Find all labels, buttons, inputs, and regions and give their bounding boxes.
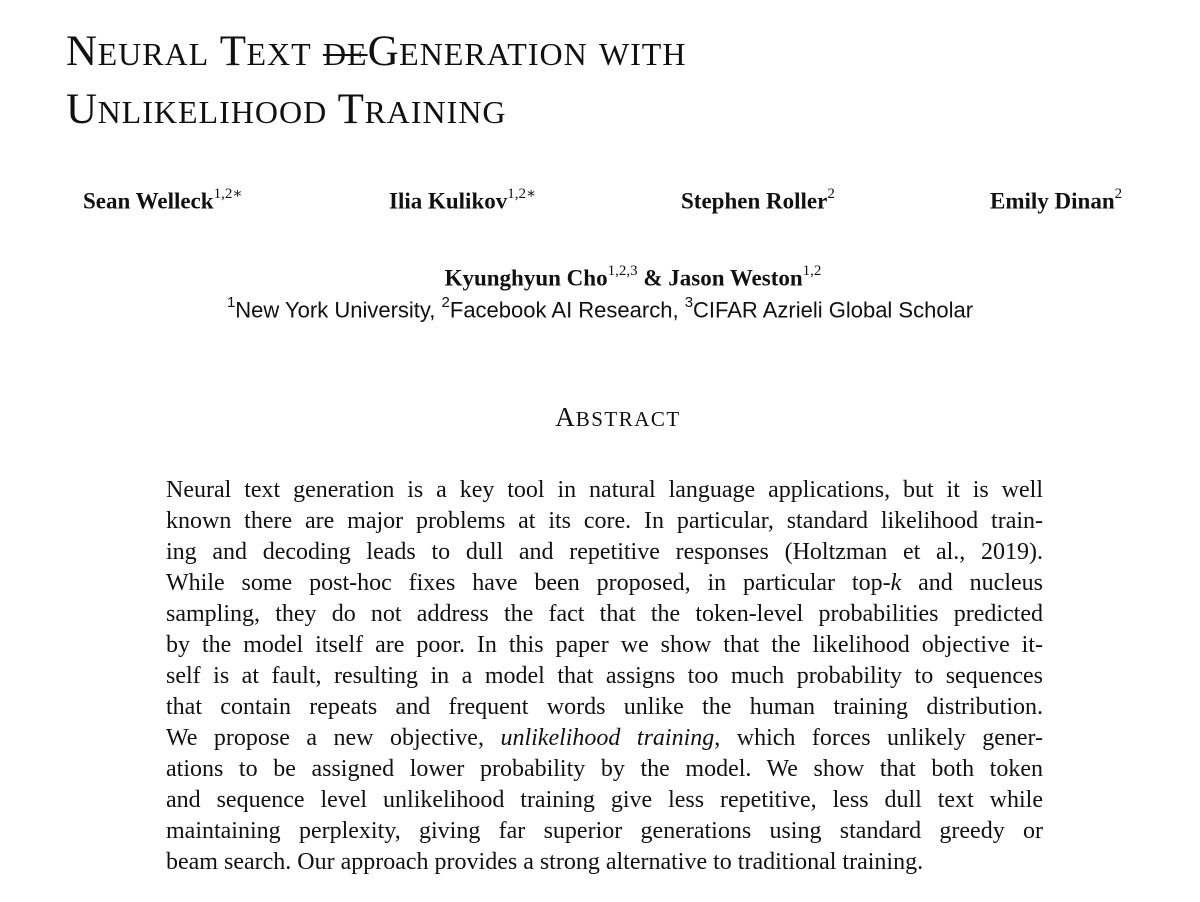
- affiliation-name: New York University,: [235, 297, 436, 323]
- abstract-line: ing and decoding leads to dull and repetitive responses (Holtzman et al., 2019).: [166, 539, 1043, 565]
- author-affiliation-marks: 1,2∗: [507, 186, 537, 202]
- author-affiliation-marks: 1,2: [802, 263, 822, 279]
- affiliation-mark: 2: [441, 294, 450, 311]
- abstract-line: Neural text generation is a key tool in natural language applications, but it is well: [166, 477, 1043, 503]
- abstract-line: maintaining perplexity, giving far superior generations using standard greedy or: [166, 818, 1043, 844]
- author-name: Sean Welleck: [83, 188, 214, 214]
- title-line-2: [66, 82, 1066, 140]
- abstract-heading-initial: A: [555, 402, 576, 432]
- author-name: Ilia Kulikov: [389, 188, 508, 214]
- author-sean-welleck: [83, 181, 243, 217]
- author-line-second: [0, 258, 1200, 294]
- title-word-rest: EXT: [246, 36, 312, 72]
- title-word-initial: N: [66, 28, 98, 75]
- abstract-text: , which forces unlikely gener-: [714, 725, 1044, 751]
- abstract-line: and sequence level unlikelihood training give less repetitive, less dull text while: [166, 787, 1043, 813]
- author-stephen-roller: [681, 181, 835, 217]
- abstract-line: beam search. Our approach provides a strong alternative to traditional training.: [166, 849, 924, 875]
- abstract-text: While some post-hoc fixes have been proposed, in particular top-: [166, 570, 891, 596]
- abstract-line: self is at fault, resulting in a model that assigns too much probability to sequences: [166, 663, 1043, 689]
- title-line-1: [66, 24, 1066, 82]
- abstract-text: and nucleus: [901, 570, 1043, 596]
- abstract-line: sampling, they do not address the fact that the token-level probabilities predicted: [166, 601, 1043, 627]
- abstract-line: ations to be assigned lower probability by the model. We show that both token: [166, 756, 1043, 782]
- abstract-heading-rest: BSTRACT: [575, 407, 681, 431]
- abstract-heading: [0, 402, 1200, 433]
- author-name: Kyunghyun Cho: [444, 265, 608, 291]
- abstract-line: [166, 723, 1043, 754]
- affiliation-name: CIFAR Azrieli Global Scholar: [693, 297, 974, 323]
- affiliation-name: Facebook AI Research,: [449, 297, 679, 323]
- affiliations: [0, 290, 1200, 325]
- author-name: Emily Dinan: [990, 188, 1115, 214]
- title-word-initial: T: [219, 28, 247, 75]
- author-affiliation-marks: 1,2,3: [607, 263, 638, 279]
- author-conjunction: &: [643, 265, 663, 291]
- title-word-rest: EURAL: [97, 36, 210, 72]
- title-word-initial: G: [367, 28, 400, 75]
- title-word-initial: U: [66, 86, 98, 133]
- abstract-italic-term: unlikelihood training: [500, 725, 715, 751]
- abstract-line: known there are major problems at its core. In particular, standard likelihood train-: [166, 508, 1043, 534]
- author-affiliation-marks: 2: [827, 186, 835, 202]
- abstract-line: [166, 568, 1043, 599]
- title-word-initial: T: [337, 86, 365, 133]
- abstract-line: by the model itself are poor. In this paper we show that the likelihood objective it-: [166, 632, 1043, 658]
- author-affiliation-marks: 1,2∗: [213, 186, 243, 202]
- affiliation-mark: 3: [684, 294, 694, 311]
- abstract-line: that contain repeats and frequent words unlike the human training distribution.: [166, 694, 1043, 720]
- title-word-rest: NLIKELIHOOD: [97, 94, 328, 130]
- author-emily-dinan: [990, 181, 1122, 217]
- title-word-rest: ENERATION: [399, 36, 588, 72]
- abstract-italic-term: k: [890, 570, 902, 596]
- author-name: Stephen Roller: [681, 188, 828, 214]
- author-name: Jason Weston: [668, 265, 803, 291]
- paper-title: [66, 24, 1066, 140]
- title-word-rest: WITH: [598, 36, 687, 72]
- abstract-body: [166, 475, 1043, 878]
- title-word-rest: RAINING: [364, 94, 507, 130]
- title-struck-prefix: DE: [322, 36, 368, 72]
- affiliation-mark: 1: [226, 294, 236, 311]
- abstract-text: We propose a new objective,: [166, 725, 501, 751]
- author-affiliation-marks: 2: [1114, 186, 1123, 202]
- author-ilia-kulikov: [389, 181, 536, 217]
